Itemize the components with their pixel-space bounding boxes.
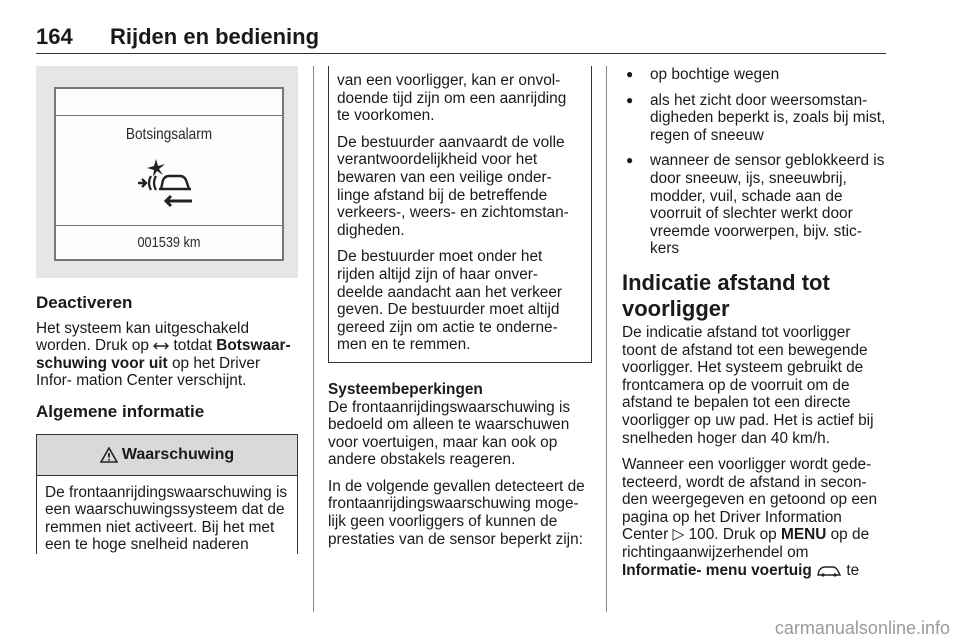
warning-title: Waarschuwing	[121, 445, 235, 463]
menu-option-bold: Botswaar- schuwing voor uit	[36, 337, 291, 372]
warning-header	[37, 435, 297, 476]
deactivate-paragraph: Het systeem kan uitgeschakeld worden. Druk op totdat Botswaar- schuwing voor uit op het Driver Infor- mation Center verschijnt.	[36, 319, 291, 390]
driver-attention-paragraph: De bestuurder moet onder het rijden altijd zijn of haar onver- deelde aandacht aan het verkeer geven. De bestuurder moet altijd gereed zijn om actie te onderne- men en te remmen.	[337, 248, 563, 354]
warning-text: De frontaanrijdingswaarschuwing is een waarschuwingssysteem dat de remmen niet activeert. Bij het met een te hoge snelheid naderen	[45, 483, 288, 554]
warning-continued-paragraph: van een voorligger, kan er onvol- doende tijd zijn om een aanrijding te voorkomen.	[337, 72, 567, 125]
column-right	[622, 66, 888, 579]
column-middle	[328, 66, 592, 548]
vehicle-icon	[816, 565, 842, 577]
page-reference-icon: ▷	[672, 526, 685, 544]
forward-collision-alert-icon	[136, 155, 206, 211]
running-head: Rijden en bediening	[110, 24, 320, 49]
list-item: ● wanneer de sensor geblokkeerd is door sneeuw, ijs, sneeuwbrij, modder, vuil, schade aan de voorruit of slechter werkt door vreemde voorwerpen, bijv. stic- kers	[622, 152, 888, 258]
distance-indication-paragraph: De indicatie afstand tot voorligger toont de afstand tot een bewegende voorligger. Het systeem gebruikt de frontcamera op de voorruit om de afstand te bepalen tot een directe voorligger op uw pad. Het is actief bij snelheden hoger dan 40 km/h.	[622, 323, 874, 447]
general-info-heading: Algemene informatie	[36, 401, 205, 421]
section-heading: Indicatie afstand tot voorligger	[622, 269, 830, 321]
warning-continuation-box	[328, 66, 592, 363]
odometer-readout: 001539 km	[137, 234, 201, 251]
deactivate-heading: Deactiveren	[36, 293, 133, 312]
steering-wheel-controls-icon	[153, 340, 169, 352]
page-reference[interactable]: 100	[688, 526, 715, 544]
system-limits-heading: Systeembeperkingen	[328, 380, 483, 398]
column-divider-2	[606, 66, 607, 612]
vehicle-menu-label: Informatie- menu voertuig	[622, 561, 812, 579]
display-title: Botsingsalarm	[125, 126, 213, 143]
warning-triangle-icon	[100, 447, 118, 463]
display-figure	[36, 66, 298, 278]
distance-display-paragraph: Wanneer een voorligger wordt gede- tecteerd, wordt de afstand in secon- den weergegeven en getoond op een pagina op het Driver Information Center ▷ 100. Druk op MENU op de richtingaanwijzerhendel om Informatie- menu voertuig te	[622, 456, 878, 579]
watermark: carmanualsonline.info	[774, 618, 950, 638]
driver-responsibility-paragraph: De bestuurder aanvaardt de volle verantwoordelijkheid voor het bewaren van een veilige onder- linge afstand bij de betreffende verkeers-, weers- en zichtomstan- digheden.	[337, 133, 569, 239]
menu-button-label: MENU	[781, 526, 827, 544]
list-item: ● als het zicht door weersomstan- digheden beperkt is, zoals bij mist, regen of sneeuw	[622, 92, 888, 145]
detection-limits-paragraph: In de volgende gevallen detecteert de frontaanrijdingswaarschuwing moge- lijk geen voorliggers of kunnen de prestaties van de sensor beperkt zijn:	[328, 477, 585, 548]
list-item: ● op bochtige wegen	[622, 66, 888, 84]
instrument-display	[54, 87, 284, 261]
limitations-list	[622, 66, 888, 258]
warning-box	[36, 434, 298, 554]
column-divider-1	[313, 66, 314, 612]
page-number: 164	[36, 24, 73, 49]
column-left	[36, 66, 298, 554]
system-limits-paragraph: De frontaanrijdingswaarschuwing is bedoeld om alleen te waarschuwen voor voertuigen, maar kan ook op andere obstakels reageren.	[328, 398, 571, 469]
header-rule	[36, 53, 886, 54]
